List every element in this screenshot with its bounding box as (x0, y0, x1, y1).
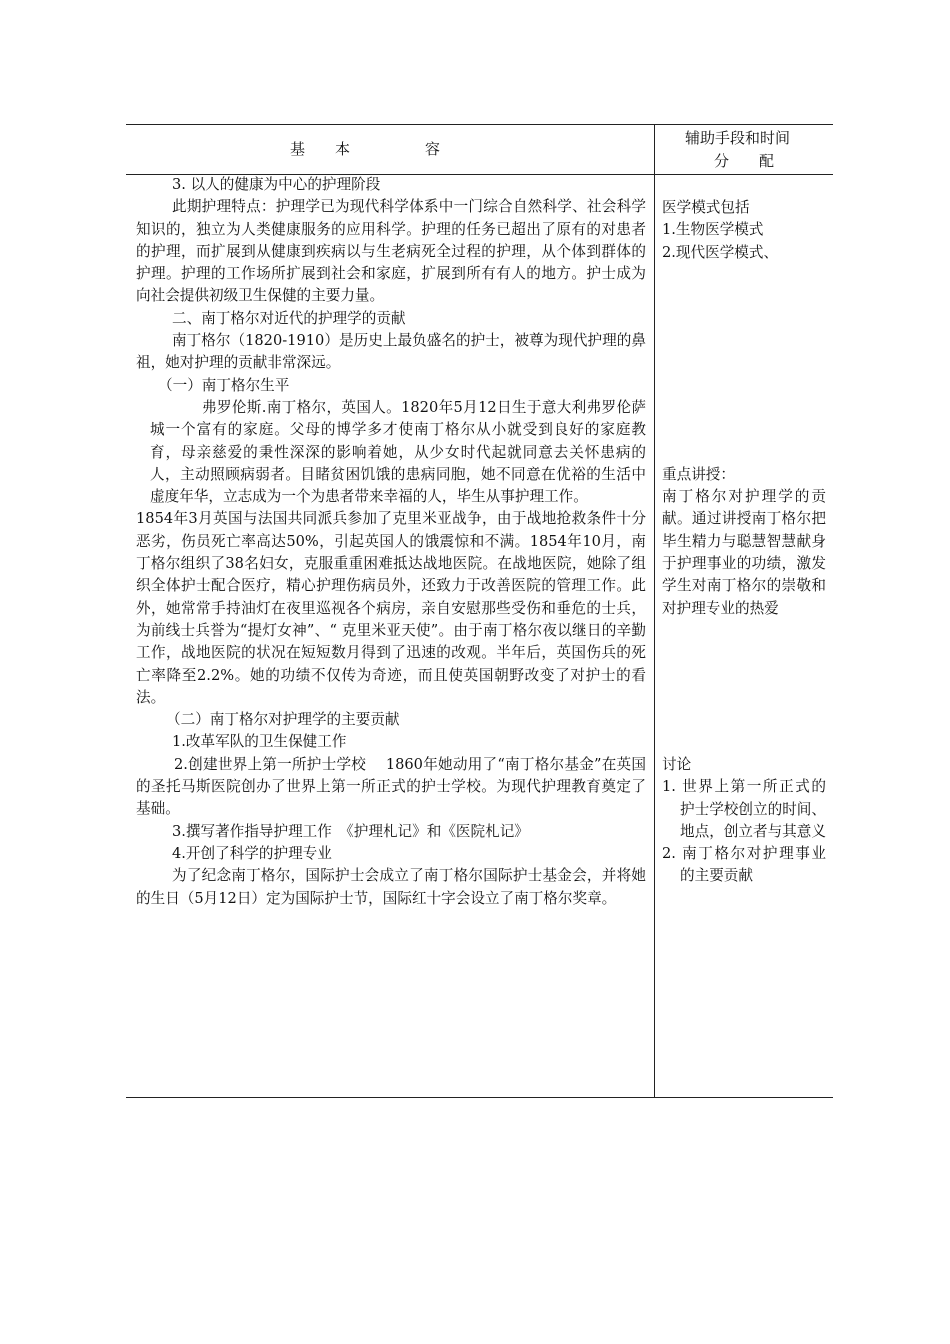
side-model-1: 1.生物医学模式 (662, 221, 764, 239)
table-top-border (126, 124, 833, 125)
contribution-item-4: 4.开创了科学的护理专业 (172, 844, 332, 862)
contribution-item-3: 3.撰写著作指导护理工作 《护理札记》和《医院札记》 (172, 822, 529, 840)
paragraph-commemoration: 为了纪念南丁格尔，国际护士会成立了南丁格尔国际护士基金会，并将她的生日（5月12日）定为国际护士节，国际红十字会设立了南丁格尔奖章。 (136, 867, 646, 907)
side-focus-text: 南丁格尔对护理学的贡献。通过讲授南丁格尔把毕生精力与聪慧智慧献身于护理事业的功绩，激发学生对南丁格尔的崇敬和对护理专业的热爱 (662, 488, 826, 617)
side-medical-models: 医学模式包括 (662, 199, 750, 216)
side-discussion-item-2: 2. 南丁格尔对护理事业的主要贡献 (662, 845, 826, 885)
side-discussion-item-1: 1. 世界上第一所正式的护士学校创立的时间、地点，创立者与其意义 (662, 778, 826, 840)
column-divider (654, 124, 655, 1098)
side-focus-label: 重点讲授： (662, 465, 735, 483)
subheading-biography: （一）南丁格尔生平 (158, 376, 290, 394)
header-main-column: 基 本 容 (290, 140, 441, 158)
header-side-line2: 分 配 (714, 152, 775, 170)
side-model-2: 2.现代医学模式、 (662, 243, 779, 261)
paragraph-crimean-war: 1854年3月英国与法国共同派兵参加了克里米亚战争，由于战地抢救条件十分恶劣，伤员死亡率高达50%，引起英国人的饿震惊和不满。1854年10月，南丁格尔组织了38名妇女，克服重重困难抵达战地医院。在战地医院，她除了组织全体护士配合医疗，精心护理伤病员外，还致力于改善医院的管理工作。此外，她常常手持油灯在夜里巡视各个病房，亲自安慰那些受伤和垂危的士兵，为前线士兵誉为“提灯女神”、“ 克里米亚天使”。由于南丁格尔夜以继日的辛勤工作，战地医院的状况在短短数月得到了迅速的改观。半年后，英国伤兵的死亡率降至2.2%。她的功绩不仅传为奇迹，而且使英国朝野改变了对护士的看法。 (136, 510, 646, 706)
subheading-contributions: （二）南丁格尔对护理学的主要贡献 (166, 711, 400, 729)
side-discussion-label: 讨论 (662, 755, 692, 773)
main-content (136, 174, 646, 910)
paragraph-biography: 弗罗伦斯.南丁格尔，英国人。1820年5月12日生于意大利弗罗伦萨城一个富有的家庭。父母的博学多才使南丁格尔从小就受到良好的家庭教育，母亲慈爱的秉性深深的影响着她，从少女时代起就同意去关怀患病的人，主动照顾病弱者。目睹贫困饥饿的患病同胞，她不同意在优裕的生活中虚度年华，立志成为一个为患者带来幸福的人，毕生从事护理工作。 (150, 398, 646, 506)
contribution-item-1: 1.改革军队的卫生保健工作 (172, 733, 347, 751)
table-bottom-border (126, 1097, 833, 1098)
paragraph-nightingale-intro: 南丁格尔（1820-1910）是历史上最负盛名的护士，被尊为现代护理的鼻祖，她对护理的贡献非常深远。 (136, 332, 646, 372)
section-heading-nightingale: 二、南丁格尔对近代的护理学的贡献 (172, 309, 406, 327)
paragraph-stage-features: 此期护理特点：护理学已为现代科学体系中一门综合自然科学、社会科学知识的，独立为人类健康服务的应用科学。护理的任务已超出了原有的对患者的护理，而扩展到从健康到疾病以与生老病死全过程的护理，从个体到群体的护理。护理的工作场所扩展到社会和家庭，扩展到所有有人的地方。护士成为向社会提供初级卫生保健的主要力量。 (136, 198, 646, 305)
header-side-line1: 辅助手段和时间 (685, 129, 791, 147)
section-heading-3: 3. 以人的健康为中心的护理阶段 (172, 176, 381, 193)
side-notes (662, 197, 826, 888)
contribution-item-2: 2.创建世界上第一所护士学校 1860年她动用了“南丁格尔基金”在英国的圣托马斯医院创办了世界上第一所正式的护士学校。为现代护理教育奠定了基础。 (136, 755, 646, 818)
